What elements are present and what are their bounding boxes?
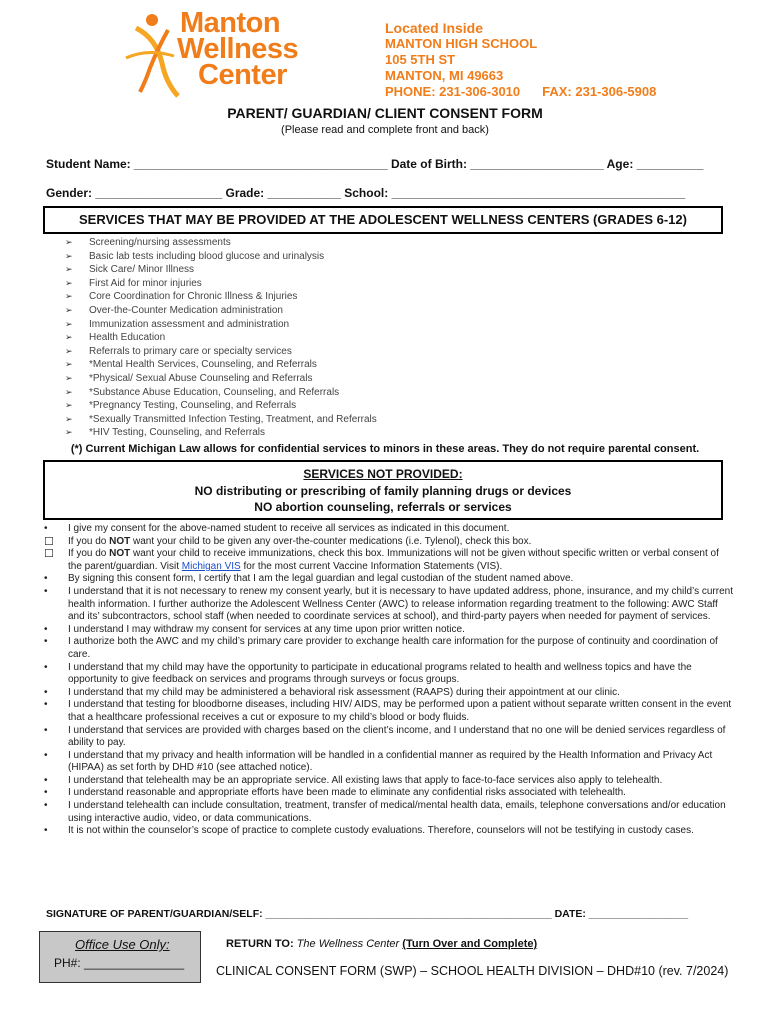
bullet-icon: • [44, 724, 48, 736]
immunization-optout-checkbox[interactable]: ☐ [44, 548, 54, 561]
list-item: ➢ Screening/nursing assessments [65, 237, 231, 248]
arrow-bullet-icon: ➢ [65, 372, 73, 383]
bullet-icon: • [44, 573, 48, 585]
consent-item: • I understand that my privacy and health information will be handled in a confidential manner as required by the Health Information and Privacy Act (HIPAA) as set forth by DHD #10 (see attached notice). [44, 749, 713, 774]
return-to-center: The Wellness Center [296, 938, 400, 950]
logo-line-1: Manton [180, 7, 281, 39]
logo-line-2: Wellness [177, 33, 299, 65]
not-provided-heading: SERVICES NOT PROVIDED: [303, 467, 463, 481]
arrow-bullet-icon: ➢ [65, 427, 73, 438]
form-subtitle: (Please read and complete front and back) [281, 124, 489, 136]
list-item: ➢ *Physical/ Sexual Abuse Counseling and Referrals [65, 372, 313, 384]
bullet-icon: • [44, 585, 48, 597]
consent-item: • I give my consent for the above-named student to receive all services as indicated in this document. [44, 523, 510, 534]
arrow-bullet-icon: ➢ [65, 332, 73, 343]
bullet-icon: • [44, 523, 48, 534]
bullet-icon: • [44, 825, 48, 837]
street-address: 105 5TH ST [385, 52, 456, 67]
consent-item: • I understand that testing for bloodborne diseases, including HIV/ AIDS, may be performed upon a patient without separate written consent in the event that a healthcare professional receives a cut or exposure to my child’s blood or body fluids. [44, 699, 732, 723]
arrow-bullet-icon: ➢ [65, 345, 73, 356]
address-block [385, 20, 656, 100]
consent-item: • I authorize both the AWC and my child’s primary care provider to exchange health care information for the purpose of continuity and coordination of care. [44, 636, 718, 660]
bullet-icon: • [44, 636, 48, 648]
consent-item: • I understand that telehealth may be an appropriate service. All existing laws that apply to face-to-face services also apply to telehealth. [44, 774, 663, 786]
consent-item: • I understand I may withdraw my consent for services at any time upon prior written notice. [44, 623, 465, 635]
list-item: ➢ Health Education [65, 332, 166, 344]
services-list [65, 236, 377, 440]
ph-number-field[interactable]: PH#: _______________ [54, 956, 185, 970]
school-name: MANTON HIGH SCHOOL [385, 36, 538, 51]
arrow-bullet-icon: ➢ [65, 318, 73, 329]
arrow-bullet-icon: ➢ [65, 304, 73, 315]
bullet-icon: • [44, 787, 48, 799]
logo-wordmark [177, 7, 299, 91]
arrow-bullet-icon: ➢ [65, 264, 73, 275]
list-item: ➢ Over-the-Counter Medication administration [65, 304, 283, 316]
bullet-icon: • [44, 774, 48, 786]
consent-item-immunization-optout: ☐ If you do NOT want your child to receive immunizations, check this box. Immunizations will not be given without specific written or verbal consent of the parent/guardian. Visit Michigan VIS for the most current Vaccine Information Statements (VIS). [44, 548, 719, 572]
confidential-services-note: (*) Current Michigan Law allows for confidential services to minors in these areas. They do not require parental consent. [70, 443, 700, 455]
list-item: ➢ *Mental Health Services, Counseling, and Referrals [65, 359, 317, 371]
not-provided-line-1: NO distributing or prescribing of family planning drugs or devices [194, 484, 572, 498]
contact-line [385, 84, 656, 100]
list-item: ➢ Referrals to primary care or specialty services [65, 345, 292, 357]
arrow-bullet-icon: ➢ [65, 359, 73, 370]
return-to-instruction: (Turn Over and Complete) [402, 938, 538, 950]
arrow-bullet-icon: ➢ [65, 291, 73, 302]
arrow-bullet-icon: ➢ [65, 250, 73, 261]
bullet-icon: • [44, 800, 48, 812]
consent-statements [44, 523, 734, 838]
list-item: ➢ First Aid for minor injuries [65, 277, 202, 289]
arrow-bullet-icon: ➢ [65, 400, 73, 411]
return-to-line [226, 938, 537, 950]
list-item: ➢ *Substance Abuse Education, Counseling, and Referrals [65, 386, 340, 398]
city-address: MANTON, MI 49663 [385, 68, 504, 83]
bullet-icon: • [44, 623, 48, 635]
fax-number: FAX: 231-306-5908 [542, 84, 657, 99]
arrow-bullet-icon: ➢ [65, 237, 73, 247]
consent-item: • It is not within the counselor’s scope of practice to complete custody evaluations. Therefore, counselors will not be testifying in custody cases. [44, 825, 694, 837]
consent-item-otc-optout: ☐ If you do NOT want your child to be given any over-the-counter medications (i.e. Tylenol), check this box. [44, 535, 532, 548]
list-item: ➢ *HIV Testing, Counseling, and Referrals [65, 427, 266, 439]
return-to-label: RETURN TO: [226, 938, 294, 950]
arrow-bullet-icon: ➢ [65, 277, 73, 288]
consent-item: • By signing this consent form, I certify that I am the legal guardian and legal custodian of the student named above. [44, 573, 574, 585]
consent-item: • I understand that it is not necessary to renew my consent yearly, but it is necessary to have updated address, phone, insurance, and my child’s current health information. I further authorize the Adolescent Wellness Center (AWC) to release information regarding treatment to the following: AWC Staff and its’ subcontractors, school staff (when needed to coordinate services at school), and third-party payers when needed for payment of services. [44, 585, 733, 623]
bullet-icon: • [44, 661, 48, 673]
form-footer: CLINICAL CONSENT FORM (SWP) – SCHOOL HEALTH DIVISION – DHD#10 (rev. 7/2024) [216, 964, 729, 978]
services-heading: SERVICES THAT MAY BE PROVIDED AT THE ADOLESCENT WELLNESS CENTERS (GRADES 6-12) [79, 212, 687, 227]
signature-date-line[interactable]: SIGNATURE OF PARENT/GUARDIAN/SELF: _________________________________________________ DATE: _________________ [46, 908, 689, 920]
bullet-icon: • [44, 699, 48, 711]
list-item: ➢ Core Coordination for Chronic Illness & Injuries [65, 291, 298, 303]
consent-item: • I understand that my child may have the opportunity to participate in educational programs related to health and wellness topics and have the opportunity to give feedback on services and programs through surveys or focus groups. [44, 661, 692, 686]
logo-line-3: Center [198, 59, 287, 91]
student-info-row-1[interactable]: Student Name: ______________________________________ Date of Birth: ____________________ Age: __________ [46, 157, 704, 171]
otc-optout-checkbox[interactable]: ☐ [44, 535, 54, 548]
located-inside: Located Inside [385, 20, 484, 36]
list-item: ➢ *Sexually Transmitted Infection Testing, Treatment, and Referrals [65, 413, 377, 425]
consent-item: • I understand telehealth can include consultation, treatment, transfer of medical/mental health data, emails, telephone conversations and/or education using interactive audio, video, or data communications. [44, 800, 726, 824]
not-provided-line-2: NO abortion counseling, referrals or services [254, 500, 512, 514]
michigan-vis-link[interactable]: Michigan VIS [181, 560, 241, 572]
bullet-icon: • [44, 686, 48, 698]
form-title: PARENT/ GUARDIAN/ CLIENT CONSENT FORM [227, 105, 543, 121]
list-item: ➢ Sick Care/ Minor Illness [65, 264, 195, 276]
list-item: ➢ *Pregnancy Testing, Counseling, and Referrals [65, 400, 297, 412]
office-use-label: Office Use Only: [75, 937, 170, 952]
consent-item: • I understand that my child may be administered a behavioral risk assessment (RAAPS) during their appointment at our clinic. [44, 686, 620, 698]
list-item: ➢ Basic lab tests including blood glucose and urinalysis [65, 250, 325, 262]
arrow-bullet-icon: ➢ [65, 413, 73, 424]
consent-item: • I understand reasonable and appropriate efforts have been made to eliminate any confidential risks associated with telehealth. [44, 787, 626, 799]
student-info-row-2[interactable]: Gender: ___________________ Grade: ___________ School: ____________________________________________ [46, 186, 686, 200]
phone-number: PHONE: 231-306-3010 [385, 84, 521, 99]
consent-item: • I understand that services are provided with charges based on the client’s income, and I understand that no one will be denied services regardless of ability to pay. [44, 724, 726, 749]
arrow-bullet-icon: ➢ [65, 386, 73, 397]
list-item: ➢ Immunization assessment and administration [65, 318, 290, 330]
bullet-icon: • [44, 749, 48, 761]
